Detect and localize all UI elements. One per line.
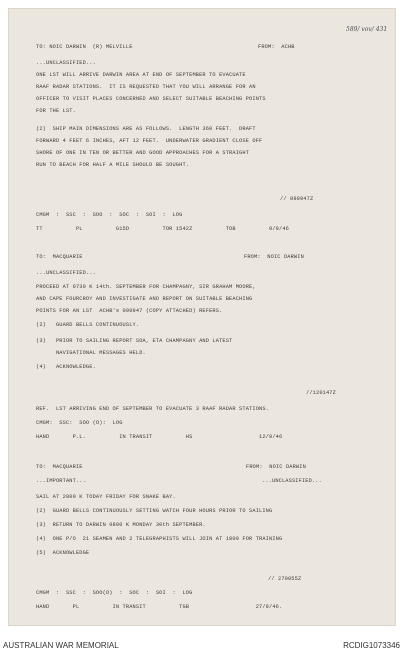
message-1-classification: ...UNCLASSIFIED...: [36, 60, 96, 66]
archive-reference: 589/ vov/ 431: [346, 26, 388, 33]
message-1-line: RAAF RADAR STATIONS. IT IS REQUESTED THAT YOU WILL ARRANGE FOR AN: [36, 84, 256, 90]
message-2-classification: ...UNCLASSIFIED...: [36, 270, 96, 276]
message-4-priority: ...IMPORTANT...: [36, 478, 86, 484]
message-4-classification: ...UNCLASSIFIED...: [262, 478, 322, 484]
footer-institution: AUSTRALIAN WAR MEMORIAL: [3, 641, 119, 650]
message-2-line: NAVIGATIONAL MESSAGES HELD.: [36, 350, 146, 356]
message-2-line: (4) ACKNOWLEDGE.: [36, 364, 96, 370]
footer-item-id: RCDIG1073346: [343, 641, 400, 650]
message-1-dtg: // 090947Z: [280, 196, 314, 202]
message-2-line: (3) PRIOR TO SAILING REPORT SOA, ETA CHAMPAGNY AND LATEST: [36, 338, 233, 344]
message-4-line: SAIL AT 2000 K TODAY FRIDAY FOR SNAKE BAY.: [36, 494, 176, 500]
message-2-line: PROCEED AT 0730 K 14th. SEPTEMBER FOR CHAMPAGNY, SIR GRAHAM MOORE,: [36, 284, 256, 290]
message-1-line: FORWARD 4 FEET 6 INCHES, AFT 12 FEET. UNDERWATER GRADIENT CLOSE OFF: [36, 138, 263, 144]
message-1-line: (2) SHIP MAIN DIMENSIONS ARE AS FOLLOWS. LENGTH 360 FEET. DRAFT: [36, 126, 256, 132]
message-4-routing: HAND PL IN TRANSIT TGB 27/9/46.: [36, 604, 283, 610]
message-3-routing: HAND P.L. IN TRANSIT HS 12/9/46: [36, 434, 283, 440]
message-2-line: (2) GUARD BELLS CONTINUOUSLY.: [36, 322, 140, 328]
message-4-line: (4) ONE P/O 21 SEAMEN AND 2 TELEGRAPHISTS WILL JOIN AT 1800 FOR TRAINING: [36, 536, 283, 542]
message-3-reference: REF. LST ARRIVING END OF SEPTEMBER TO EVACUATE 3 RAAF RADAR STATIONS.: [36, 406, 270, 412]
message-2-line: POINTS FOR AN LST ACHB's 090947 (COPY ATTACHED) REFERS.: [36, 308, 223, 314]
message-2-from: FROM: NOIC DARWIN: [244, 254, 304, 260]
message-1-from: FROM: ACHB: [258, 44, 295, 50]
message-2-line: AND CAPE FOURCROY AND INVESTIGATE AND REPORT ON SUITABLE BEACHING: [36, 296, 253, 302]
message-2-to: TO: MACQUARIE: [36, 254, 83, 260]
message-3-routing: CMGM: SSC: SOO (O): LOG: [36, 420, 123, 426]
message-4-to: TO: MACQUARIE: [36, 464, 83, 470]
message-1-line: ONE LST WILL ARRIVE DARWIN AREA AT END OF SEPTEMBER TO EVACUATE: [36, 72, 246, 78]
message-1-routing: TT PL G15D TOR 1542Z TOB 9/9/46: [36, 226, 289, 232]
message-4-line: (5) ACKNOWLEDGE: [36, 550, 90, 556]
message-4-line: (3) RETURN TO DARWIN 0800 K MONDAY 30th SEPTEMBER.: [36, 522, 206, 528]
message-4-dtg: // 270055Z: [268, 576, 302, 582]
message-4-line: (2) GUARD BELLS CONTINUOUSLY SETTING WATCH FOUR HOURS PRIOR TO SAILING: [36, 508, 273, 514]
message-1-line: RUN TO BEACH FOR HALF A MILE SHOULD BE SOUGHT.: [36, 162, 190, 168]
message-1-line: OFFICER TO VISIT PLACES CONCERNED AND SELECT SUITABLE BEACHING POINTS: [36, 96, 266, 102]
message-1-to: TO: NOIC DARWIN (R) MELVILLE: [36, 44, 133, 50]
message-4-from: FROM: NOIC DARWIN: [246, 464, 306, 470]
message-1-line: FOR THE LST.: [36, 108, 76, 114]
message-1-line: SHORE OF ONE IN TEN OR BETTER AND GOOD APPROACHES FOR A STRAIGHT: [36, 150, 250, 156]
message-2-dtg: //120147Z: [306, 390, 336, 396]
message-4-routing: CMGM : SSC : SOO(O) : SOC : SOI : LOG: [36, 590, 193, 596]
message-1-routing: CMGM : SSC : SOO : SOC : SOI : LOG: [36, 212, 183, 218]
